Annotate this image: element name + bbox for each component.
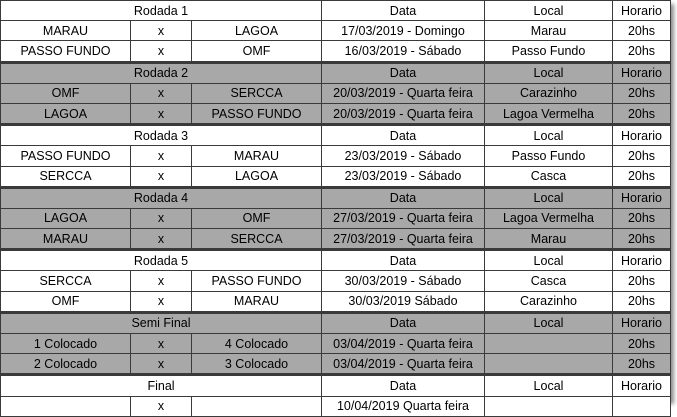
match-row	[1, 83, 671, 103]
match-local-cell[interactable]: Casca	[485, 271, 613, 291]
match-date-cell[interactable]: 27/03/2019 - Quarta feira	[322, 208, 485, 228]
match-date-cell[interactable]: 16/03/2019 - Sábado	[322, 41, 485, 62]
match-date-cell[interactable]: 10/04/2019 Quarta feira	[322, 396, 485, 416]
home-team-cell[interactable]: LAGOA	[1, 208, 131, 228]
away-team-cell[interactable]: MARAU	[192, 146, 322, 166]
match-date-cell[interactable]: 30/03/2019 - Sábado	[322, 271, 485, 291]
match-row	[1, 146, 671, 166]
away-team-cell[interactable]: LAGOA	[192, 21, 322, 41]
match-local-cell[interactable]: Lagoa Vermelha	[485, 208, 613, 228]
match-row	[1, 103, 671, 124]
match-local-cell[interactable]	[485, 334, 613, 354]
time-column-header[interactable]: Horario	[613, 62, 671, 83]
away-team-cell[interactable]: OMF	[192, 208, 322, 228]
match-date-cell[interactable]: 23/03/2019 - Sábado	[322, 146, 485, 166]
match-time-cell[interactable]: 20hs	[613, 103, 671, 124]
versus-cell[interactable]: x	[131, 166, 192, 187]
home-team-cell[interactable]	[1, 396, 131, 416]
time-column-header[interactable]: Horario	[613, 375, 671, 396]
round-header-row	[1, 62, 671, 83]
home-team-cell[interactable]: PASSO FUNDO	[1, 146, 131, 166]
versus-cell[interactable]: x	[131, 21, 192, 41]
home-team-cell[interactable]: SERCCA	[1, 166, 131, 187]
versus-cell[interactable]: x	[131, 229, 192, 250]
round-title[interactable]: Rodada 2	[1, 62, 322, 83]
round-header-row	[1, 250, 671, 271]
match-time-cell[interactable]: 20hs	[613, 291, 671, 312]
local-column-header[interactable]: Local	[485, 187, 613, 208]
away-team-cell[interactable]: 4 Colocado	[192, 334, 322, 354]
match-row	[1, 208, 671, 228]
time-column-header[interactable]: Horario	[613, 187, 671, 208]
time-column-header[interactable]: Horario	[613, 312, 671, 333]
local-column-header[interactable]: Local	[485, 125, 613, 146]
match-date-cell[interactable]: 20/03/2019 - Quarta feira	[322, 103, 485, 124]
match-local-cell[interactable]: Lagoa Vermelha	[485, 103, 613, 124]
round-header-row	[1, 312, 671, 333]
local-column-header[interactable]: Local	[485, 375, 613, 396]
round-header-row	[1, 375, 671, 396]
match-local-cell[interactable]: Passo Fundo	[485, 146, 613, 166]
match-time-cell[interactable]: 20hs	[613, 83, 671, 103]
versus-cell[interactable]: x	[131, 271, 192, 291]
away-team-cell[interactable]: LAGOA	[192, 166, 322, 187]
match-time-cell[interactable]: 20hs	[613, 354, 671, 375]
date-column-header[interactable]: Data	[322, 125, 485, 146]
match-date-cell[interactable]: 27/03/2019 - Quarta feira	[322, 229, 485, 250]
match-row	[1, 41, 671, 62]
match-local-cell[interactable]: Marau	[485, 229, 613, 250]
date-column-header[interactable]: Data	[322, 375, 485, 396]
match-local-cell[interactable]: Marau	[485, 21, 613, 41]
match-row	[1, 334, 671, 354]
match-date-cell[interactable]: 23/03/2019 - Sábado	[322, 166, 485, 187]
round-title[interactable]: Rodada 5	[1, 250, 322, 271]
local-column-header[interactable]: Local	[485, 312, 613, 333]
match-row	[1, 271, 671, 291]
away-team-cell[interactable]: OMF	[192, 41, 322, 62]
match-local-cell[interactable]: Carazinho	[485, 291, 613, 312]
away-team-cell[interactable]: SERCCA	[192, 83, 322, 103]
home-team-cell[interactable]: LAGOA	[1, 103, 131, 124]
schedule-body	[1, 1, 671, 417]
match-local-cell[interactable]: Casca	[485, 166, 613, 187]
home-team-cell[interactable]: MARAU	[1, 21, 131, 41]
match-local-cell[interactable]	[485, 396, 613, 416]
date-column-header[interactable]: Data	[322, 250, 485, 271]
round-header-row	[1, 1, 671, 21]
time-column-header[interactable]: Horario	[613, 250, 671, 271]
match-row	[1, 291, 671, 312]
round-header-row	[1, 125, 671, 146]
match-local-cell[interactable]: Passo Fundo	[485, 41, 613, 62]
away-team-cell[interactable]: MARAU	[192, 291, 322, 312]
away-team-cell[interactable]	[192, 396, 322, 416]
match-time-cell[interactable]: 20hs	[613, 21, 671, 41]
home-team-cell[interactable]: MARAU	[1, 229, 131, 250]
date-column-header[interactable]: Data	[322, 62, 485, 83]
local-column-header[interactable]: Local	[485, 62, 613, 83]
date-column-header[interactable]: Data	[322, 312, 485, 333]
away-team-cell[interactable]: 3 Colocado	[192, 354, 322, 375]
away-team-cell[interactable]: PASSO FUNDO	[192, 103, 322, 124]
match-row	[1, 229, 671, 250]
versus-cell[interactable]: x	[131, 41, 192, 62]
match-date-cell[interactable]: 20/03/2019 - Quarta feira	[322, 83, 485, 103]
home-team-cell[interactable]: 1 Colocado	[1, 334, 131, 354]
away-team-cell[interactable]: SERCCA	[192, 229, 322, 250]
match-local-cell[interactable]	[485, 354, 613, 375]
versus-cell[interactable]: x	[131, 103, 192, 124]
match-date-cell[interactable]: 03/04/2019 - Quarta feira	[322, 354, 485, 375]
versus-cell[interactable]: x	[131, 291, 192, 312]
round-title[interactable]: Semi Final	[1, 312, 322, 333]
match-time-cell[interactable]: 20hs	[613, 41, 671, 62]
match-time-cell[interactable]: 20hs	[613, 334, 671, 354]
versus-cell[interactable]: x	[131, 354, 192, 375]
match-row	[1, 354, 671, 375]
date-column-header[interactable]: Data	[322, 187, 485, 208]
match-date-cell[interactable]: 03/04/2019 - Quarta feira	[322, 334, 485, 354]
match-time-cell[interactable]: 20hs	[613, 208, 671, 228]
round-title[interactable]: Rodada 4	[1, 187, 322, 208]
time-column-header[interactable]: Horario	[613, 125, 671, 146]
local-column-header[interactable]: Local	[485, 250, 613, 271]
round-title[interactable]: Rodada 1	[1, 1, 322, 21]
match-local-cell[interactable]: Carazinho	[485, 83, 613, 103]
match-time-cell[interactable]	[613, 396, 671, 416]
match-row	[1, 166, 671, 187]
versus-cell[interactable]: x	[131, 334, 192, 354]
match-time-cell[interactable]: 20hs	[613, 166, 671, 187]
match-row	[1, 396, 671, 416]
versus-cell[interactable]: x	[131, 396, 192, 416]
home-team-cell[interactable]: PASSO FUNDO	[1, 41, 131, 62]
round-header-row	[1, 187, 671, 208]
home-team-cell[interactable]: SERCCA	[1, 271, 131, 291]
round-title[interactable]: Rodada 3	[1, 125, 322, 146]
match-date-cell[interactable]: 17/03/2019 - Domingo	[322, 21, 485, 41]
versus-cell[interactable]: x	[131, 208, 192, 228]
home-team-cell[interactable]: OMF	[1, 83, 131, 103]
round-title[interactable]: Final	[1, 375, 322, 396]
date-column-header[interactable]: Data	[322, 1, 485, 21]
versus-cell[interactable]: x	[131, 146, 192, 166]
versus-cell[interactable]: x	[131, 83, 192, 103]
local-column-header[interactable]: Local	[485, 1, 613, 21]
match-time-cell[interactable]: 20hs	[613, 229, 671, 250]
match-time-cell[interactable]: 20hs	[613, 271, 671, 291]
match-time-cell[interactable]: 20hs	[613, 146, 671, 166]
time-column-header[interactable]: Horario	[613, 1, 671, 21]
home-team-cell[interactable]: 2 Colocado	[1, 354, 131, 375]
away-team-cell[interactable]: PASSO FUNDO	[192, 271, 322, 291]
match-row	[1, 21, 671, 41]
match-date-cell[interactable]: 30/03/2019 Sábado	[322, 291, 485, 312]
home-team-cell[interactable]: OMF	[1, 291, 131, 312]
